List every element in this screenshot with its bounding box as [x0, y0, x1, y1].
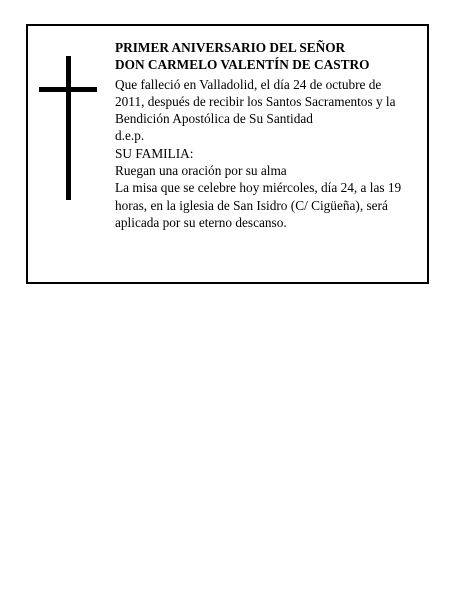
- notice-heading-line-1: PRIMER ANIVERSARIO DEL SEÑOR: [115, 40, 346, 55]
- obituary-notice: [26, 24, 429, 284]
- notice-body-line-6: Ruegan una oración por su alma: [115, 163, 287, 179]
- notice-heading-line-2: DON CARMELO VALENTÍN DE CASTRO: [115, 57, 370, 73]
- notice-body-line-2: 2011, después de recibir los Santos Sacramentos y la: [115, 93, 396, 109]
- notice-body-line-5: SU FAMILIA:: [115, 145, 194, 161]
- notice-text: [115, 39, 423, 231]
- notice-body-line-3: Bendición Apostólica de Su Santidad: [115, 111, 313, 127]
- notice-body-line-9: aplicada por su eterno descanso.: [115, 214, 287, 230]
- notice-body-line-1: Que falleció en Valladolid, el día 24 de octubre de: [115, 76, 382, 92]
- cross-vertical-bar: [66, 56, 71, 200]
- cross-horizontal-bar: [39, 87, 97, 92]
- notice-body-line-8: horas, en la iglesia de San Isidro (C/ Cigüeña), será: [115, 197, 388, 213]
- notice-body-line-4: d.e.p.: [115, 128, 145, 144]
- notice-body-line-7: La misa que se celebre hoy miércoles, día 24, a las 19: [115, 180, 402, 196]
